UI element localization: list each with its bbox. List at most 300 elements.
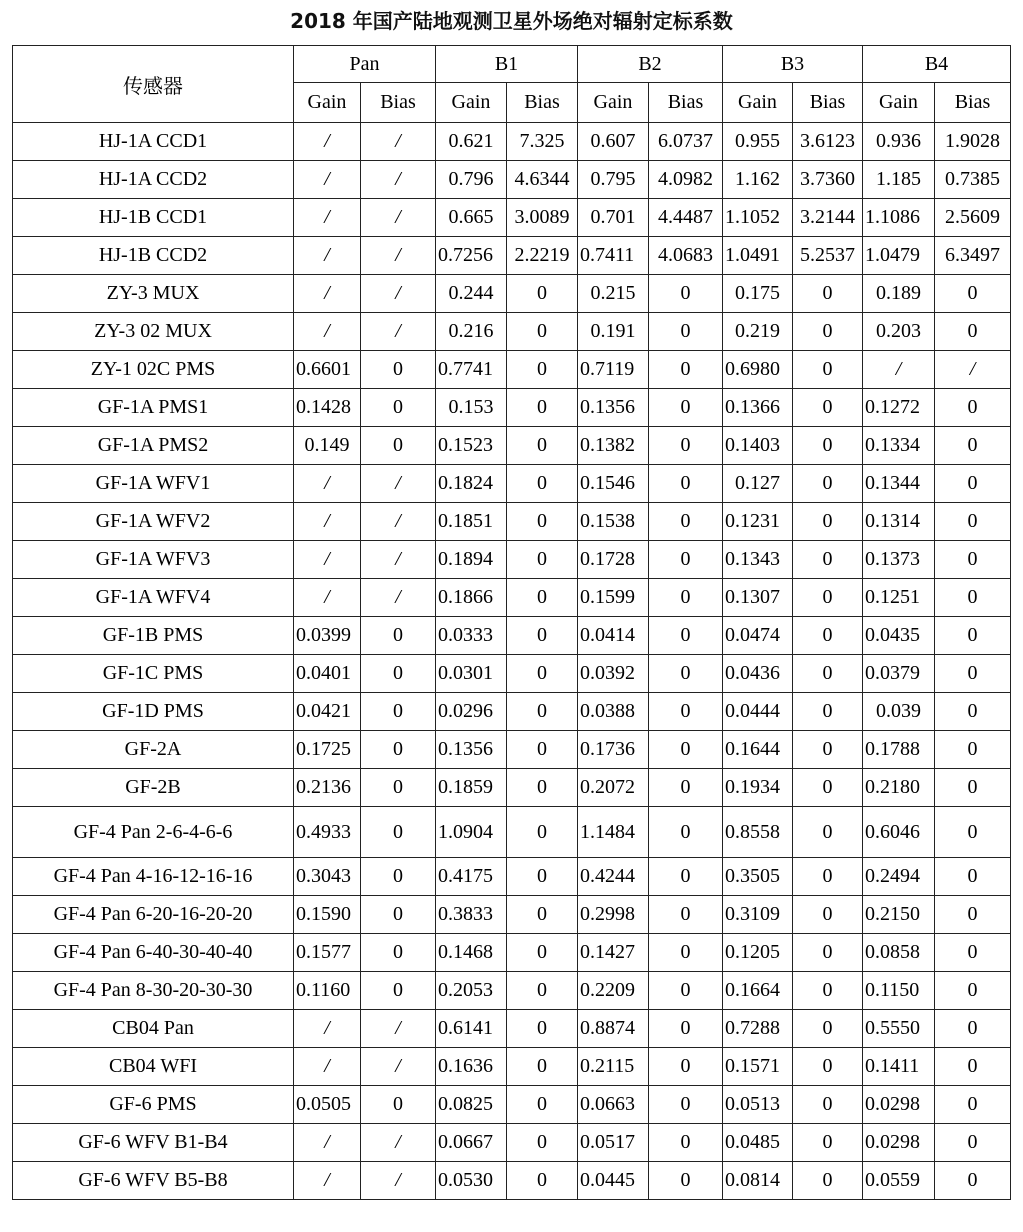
gain-cell: / xyxy=(294,237,361,275)
bias-cell: 0 xyxy=(649,1124,723,1162)
bias-cell: 0 xyxy=(935,389,1011,427)
sensor-cell: GF-1A PMS2 xyxy=(13,427,294,465)
gain-cell: 0.0485 xyxy=(723,1124,793,1162)
bias-cell: 0 xyxy=(649,731,723,769)
gain-cell: 0.1523 xyxy=(436,427,507,465)
table-row xyxy=(13,541,1011,579)
bias-cell: 0 xyxy=(361,896,436,934)
sensor-cell: GF-4 Pan 4-16-12-16-16 xyxy=(13,858,294,896)
bias-cell: 0 xyxy=(507,275,578,313)
gain-cell: 0.1160 xyxy=(294,972,361,1010)
bias-cell: 0 xyxy=(793,807,863,858)
bias-cell: 0 xyxy=(507,579,578,617)
bias-cell: 0 xyxy=(649,1048,723,1086)
bias-cell: 0 xyxy=(793,693,863,731)
bias-cell: 0 xyxy=(507,617,578,655)
bias-cell: / xyxy=(361,579,436,617)
gain-cell: 0.607 xyxy=(578,123,649,161)
bias-cell: 0 xyxy=(649,579,723,617)
gain-cell: 0.175 xyxy=(723,275,793,313)
gain-cell: 0.0517 xyxy=(578,1124,649,1162)
gain-cell: 0.149 xyxy=(294,427,361,465)
gain-cell: / xyxy=(294,1048,361,1086)
bias-cell: 0 xyxy=(935,896,1011,934)
gain-cell: / xyxy=(294,161,361,199)
bias-cell: / xyxy=(361,1010,436,1048)
table-row xyxy=(13,807,1011,858)
bias-cell: 0 xyxy=(507,769,578,807)
sensor-cell: CB04 Pan xyxy=(13,1010,294,1048)
sensor-cell: GF-1A PMS1 xyxy=(13,389,294,427)
gain-cell: 0.7288 xyxy=(723,1010,793,1048)
gain-cell: 0.1859 xyxy=(436,769,507,807)
bias-cell: 0 xyxy=(649,313,723,351)
table-row xyxy=(13,693,1011,731)
bias-cell: 0 xyxy=(507,972,578,1010)
header-gain: Gain xyxy=(578,83,649,123)
table-row xyxy=(13,313,1011,351)
header-bias: Bias xyxy=(361,83,436,123)
sensor-cell: GF-2B xyxy=(13,769,294,807)
bias-cell: 0.7385 xyxy=(935,161,1011,199)
bias-cell: 0 xyxy=(793,1086,863,1124)
gain-cell: 0.1788 xyxy=(863,731,935,769)
bias-cell: 0 xyxy=(507,934,578,972)
bias-cell: 0 xyxy=(935,1010,1011,1048)
gain-cell: 0.1824 xyxy=(436,465,507,503)
bias-cell: / xyxy=(935,351,1011,389)
header-band-b4: B4 xyxy=(863,46,1011,83)
gain-cell: 0.796 xyxy=(436,161,507,199)
gain-cell: 0.3043 xyxy=(294,858,361,896)
gain-cell: 1.1052 xyxy=(723,199,793,237)
bias-cell: 0 xyxy=(361,934,436,972)
bias-cell: 0 xyxy=(793,617,863,655)
gain-cell: 0.1590 xyxy=(294,896,361,934)
gain-cell: 0.191 xyxy=(578,313,649,351)
gain-cell: 0.1427 xyxy=(578,934,649,972)
table-row xyxy=(13,503,1011,541)
bias-cell: 0 xyxy=(793,655,863,693)
gain-cell: 0.153 xyxy=(436,389,507,427)
table-row xyxy=(13,934,1011,972)
sensor-cell: GF-2A xyxy=(13,731,294,769)
table-row xyxy=(13,655,1011,693)
gain-cell: 0.2053 xyxy=(436,972,507,1010)
sensor-cell: HJ-1B CCD1 xyxy=(13,199,294,237)
gain-cell: 1.1484 xyxy=(578,807,649,858)
bias-cell: 0 xyxy=(793,1010,863,1048)
bias-cell: 3.2144 xyxy=(793,199,863,237)
gain-cell: 0.1736 xyxy=(578,731,649,769)
gain-cell: 0.6601 xyxy=(294,351,361,389)
table-row xyxy=(13,123,1011,161)
bias-cell: 0 xyxy=(649,655,723,693)
sensor-cell: HJ-1A CCD2 xyxy=(13,161,294,199)
gain-cell: 0.1373 xyxy=(863,541,935,579)
bias-cell: / xyxy=(361,1124,436,1162)
bias-cell: 0 xyxy=(507,503,578,541)
bias-cell: 0 xyxy=(361,351,436,389)
gain-cell: 0.6046 xyxy=(863,807,935,858)
gain-cell: 0.1664 xyxy=(723,972,793,1010)
gain-cell: 0.1251 xyxy=(863,579,935,617)
bias-cell: 0 xyxy=(935,1124,1011,1162)
gain-cell: 0.0301 xyxy=(436,655,507,693)
gain-cell: 0.5550 xyxy=(863,1010,935,1048)
gain-cell: 0.8558 xyxy=(723,807,793,858)
gain-cell: 0.2115 xyxy=(578,1048,649,1086)
bias-cell: 0 xyxy=(793,427,863,465)
gain-cell: 0.244 xyxy=(436,275,507,313)
table-row xyxy=(13,1162,1011,1200)
gain-cell: 0.0298 xyxy=(863,1124,935,1162)
bias-cell: / xyxy=(361,199,436,237)
bias-cell: 0 xyxy=(361,731,436,769)
bias-cell: 0 xyxy=(649,934,723,972)
sensor-cell: HJ-1B CCD2 xyxy=(13,237,294,275)
gain-cell: 0.3109 xyxy=(723,896,793,934)
bias-cell: 0 xyxy=(935,503,1011,541)
sensor-cell: ZY-3 02 MUX xyxy=(13,313,294,351)
bias-cell: / xyxy=(361,161,436,199)
gain-cell: 0.621 xyxy=(436,123,507,161)
gain-cell: 0.7411 xyxy=(578,237,649,275)
bias-cell: 0 xyxy=(935,972,1011,1010)
header-bias: Bias xyxy=(507,83,578,123)
gain-cell: 0.2072 xyxy=(578,769,649,807)
sensor-cell: CB04 WFI xyxy=(13,1048,294,1086)
gain-cell: 0.0333 xyxy=(436,617,507,655)
header-bias: Bias xyxy=(935,83,1011,123)
bias-cell: 2.2219 xyxy=(507,237,578,275)
bias-cell: 0 xyxy=(793,858,863,896)
bias-cell: 5.2537 xyxy=(793,237,863,275)
gain-cell: 0.1428 xyxy=(294,389,361,427)
gain-cell: 0.0296 xyxy=(436,693,507,731)
gain-cell: 0.8874 xyxy=(578,1010,649,1048)
gain-cell: 0.1231 xyxy=(723,503,793,541)
gain-cell: 0.1205 xyxy=(723,934,793,972)
bias-cell: 0 xyxy=(507,1048,578,1086)
gain-cell: 0.1272 xyxy=(863,389,935,427)
bias-cell: 0 xyxy=(793,972,863,1010)
bias-cell: 0 xyxy=(935,541,1011,579)
bias-cell: 0 xyxy=(935,1162,1011,1200)
bias-cell: 0 xyxy=(507,858,578,896)
table-row xyxy=(13,389,1011,427)
table-row xyxy=(13,161,1011,199)
gain-cell: 0.1894 xyxy=(436,541,507,579)
gain-cell: 0.1411 xyxy=(863,1048,935,1086)
sensor-cell: GF-4 Pan 2-6-4-6-6 xyxy=(13,807,294,858)
bias-cell: 0 xyxy=(361,617,436,655)
bias-cell: 0 xyxy=(361,427,436,465)
gain-cell: 1.0491 xyxy=(723,237,793,275)
gain-cell: 0.936 xyxy=(863,123,935,161)
sensor-cell: ZY-1 02C PMS xyxy=(13,351,294,389)
table-row xyxy=(13,1010,1011,1048)
sensor-cell: GF-1A WFV2 xyxy=(13,503,294,541)
bias-cell: 0 xyxy=(507,896,578,934)
bias-cell: 0 xyxy=(361,389,436,427)
bias-cell: 0 xyxy=(507,389,578,427)
bias-cell: 0 xyxy=(507,655,578,693)
gain-cell: 0.0444 xyxy=(723,693,793,731)
gain-cell: / xyxy=(294,1010,361,1048)
bias-cell: 0 xyxy=(935,655,1011,693)
bias-cell: 0 xyxy=(507,465,578,503)
sensor-cell: GF-1B PMS xyxy=(13,617,294,655)
gain-cell: 0.955 xyxy=(723,123,793,161)
gain-cell: 0.0399 xyxy=(294,617,361,655)
gain-cell: / xyxy=(294,313,361,351)
gain-cell: 0.0436 xyxy=(723,655,793,693)
bias-cell: / xyxy=(361,313,436,351)
gain-cell: / xyxy=(294,199,361,237)
gain-cell: 0.0513 xyxy=(723,1086,793,1124)
header-band-b3: B3 xyxy=(723,46,863,83)
bias-cell: 0 xyxy=(649,275,723,313)
gain-cell: 0.2180 xyxy=(863,769,935,807)
bias-cell: 0 xyxy=(649,351,723,389)
sensor-cell: ZY-3 MUX xyxy=(13,275,294,313)
sensor-cell: GF-6 PMS xyxy=(13,1086,294,1124)
bias-cell: 0 xyxy=(649,541,723,579)
bias-cell: 0 xyxy=(935,313,1011,351)
table-row xyxy=(13,1086,1011,1124)
bias-cell: 0 xyxy=(507,427,578,465)
table-row xyxy=(13,351,1011,389)
bias-cell: / xyxy=(361,275,436,313)
gain-cell: 0.1866 xyxy=(436,579,507,617)
gain-cell: / xyxy=(294,275,361,313)
sensor-cell: GF-1C PMS xyxy=(13,655,294,693)
bias-cell: 0 xyxy=(793,465,863,503)
gain-cell: 0.3833 xyxy=(436,896,507,934)
sensor-cell: GF-6 WFV B5-B8 xyxy=(13,1162,294,1200)
gain-cell: 0.1356 xyxy=(436,731,507,769)
table-row xyxy=(13,769,1011,807)
gain-cell: / xyxy=(294,541,361,579)
gain-cell: 0.1334 xyxy=(863,427,935,465)
gain-cell: 0.0474 xyxy=(723,617,793,655)
table-row xyxy=(13,972,1011,1010)
gain-cell: 0.1728 xyxy=(578,541,649,579)
gain-cell: 0.1382 xyxy=(578,427,649,465)
bias-cell: 7.325 xyxy=(507,123,578,161)
bias-cell: 4.0982 xyxy=(649,161,723,199)
table-row xyxy=(13,275,1011,313)
sensor-cell: GF-1A WFV1 xyxy=(13,465,294,503)
bias-cell: 0 xyxy=(507,351,578,389)
bias-cell: 0 xyxy=(793,769,863,807)
gain-cell: 0.1571 xyxy=(723,1048,793,1086)
gain-cell: 0.189 xyxy=(863,275,935,313)
table-row xyxy=(13,617,1011,655)
bias-cell: 0 xyxy=(361,807,436,858)
gain-cell: 0.6980 xyxy=(723,351,793,389)
bias-cell: 0 xyxy=(649,693,723,731)
bias-cell: 3.0089 xyxy=(507,199,578,237)
bias-cell: 2.5609 xyxy=(935,199,1011,237)
bias-cell: 0 xyxy=(935,934,1011,972)
bias-cell: 0 xyxy=(935,465,1011,503)
gain-cell: / xyxy=(294,1124,361,1162)
bias-cell: 3.6123 xyxy=(793,123,863,161)
bias-cell: 0 xyxy=(793,389,863,427)
gain-cell: 0.0559 xyxy=(863,1162,935,1200)
bias-cell: 0 xyxy=(361,972,436,1010)
gain-cell: 0.0435 xyxy=(863,617,935,655)
bias-cell: / xyxy=(361,541,436,579)
bias-cell: 0 xyxy=(649,972,723,1010)
gain-cell: 0.0858 xyxy=(863,934,935,972)
bias-cell: 3.7360 xyxy=(793,161,863,199)
bias-cell: 0 xyxy=(793,579,863,617)
bias-cell: 1.9028 xyxy=(935,123,1011,161)
bias-cell: 0 xyxy=(649,503,723,541)
gain-cell: 0.4244 xyxy=(578,858,649,896)
bias-cell: 0 xyxy=(793,1048,863,1086)
bias-cell: 0 xyxy=(793,1162,863,1200)
header-gain: Gain xyxy=(436,83,507,123)
gain-cell: 0.1468 xyxy=(436,934,507,972)
gain-cell: 0.0530 xyxy=(436,1162,507,1200)
sensor-cell: GF-1A WFV4 xyxy=(13,579,294,617)
gain-cell: 0.2209 xyxy=(578,972,649,1010)
header-gain: Gain xyxy=(294,83,361,123)
bias-cell: / xyxy=(361,503,436,541)
sensor-cell: GF-4 Pan 8-30-20-30-30 xyxy=(13,972,294,1010)
gain-cell: 0.1403 xyxy=(723,427,793,465)
bias-cell: 0 xyxy=(649,465,723,503)
gain-cell: 0.0421 xyxy=(294,693,361,731)
sensor-cell: GF-4 Pan 6-20-16-20-20 xyxy=(13,896,294,934)
bias-cell: 0 xyxy=(649,807,723,858)
bias-cell: 0 xyxy=(793,731,863,769)
bias-cell: 0 xyxy=(507,313,578,351)
bias-cell: 0 xyxy=(793,275,863,313)
bias-cell: 0 xyxy=(507,731,578,769)
table-row xyxy=(13,858,1011,896)
bias-cell: 6.0737 xyxy=(649,123,723,161)
gain-cell: 0.1546 xyxy=(578,465,649,503)
bias-cell: 0 xyxy=(507,693,578,731)
bias-cell: 0 xyxy=(935,858,1011,896)
gain-cell: 0.2136 xyxy=(294,769,361,807)
gain-cell: 0.7119 xyxy=(578,351,649,389)
bias-cell: 0 xyxy=(649,389,723,427)
gain-cell: 0.1344 xyxy=(863,465,935,503)
bias-cell: 0 xyxy=(507,1124,578,1162)
gain-cell: 0.4175 xyxy=(436,858,507,896)
gain-cell: 0.2494 xyxy=(863,858,935,896)
gain-cell: / xyxy=(863,351,935,389)
gain-cell: 0.6141 xyxy=(436,1010,507,1048)
bias-cell: 0 xyxy=(935,731,1011,769)
gain-cell: 0.0667 xyxy=(436,1124,507,1162)
gain-cell: 0.701 xyxy=(578,199,649,237)
table-row xyxy=(13,465,1011,503)
bias-cell: 4.4487 xyxy=(649,199,723,237)
gain-cell: 0.1636 xyxy=(436,1048,507,1086)
gain-cell: 1.1086 xyxy=(863,199,935,237)
gain-cell: 0.1356 xyxy=(578,389,649,427)
gain-cell: 0.0414 xyxy=(578,617,649,655)
bias-cell: 0 xyxy=(935,1086,1011,1124)
gain-cell: 0.665 xyxy=(436,199,507,237)
gain-cell: 0.4933 xyxy=(294,807,361,858)
gain-cell: 0.1577 xyxy=(294,934,361,972)
bias-cell: 0 xyxy=(649,1086,723,1124)
bias-cell: 0 xyxy=(649,427,723,465)
bias-cell: 0 xyxy=(935,427,1011,465)
gain-cell: 0.1725 xyxy=(294,731,361,769)
bias-cell: 0 xyxy=(507,807,578,858)
header-bias: Bias xyxy=(793,83,863,123)
bias-cell: 0 xyxy=(935,275,1011,313)
bias-cell: / xyxy=(361,1162,436,1200)
gain-cell: 0.0445 xyxy=(578,1162,649,1200)
table-row xyxy=(13,1048,1011,1086)
document-title: 2018 年国产陆地观测卫星外场绝对辐射定标系数 xyxy=(290,9,733,33)
gain-cell: 0.7256 xyxy=(436,237,507,275)
bias-cell: 0 xyxy=(793,503,863,541)
bias-cell: 0 xyxy=(507,541,578,579)
gain-cell: 0.1644 xyxy=(723,731,793,769)
bias-cell: 0 xyxy=(361,858,436,896)
gain-cell: 0.1150 xyxy=(863,972,935,1010)
gain-cell: 1.185 xyxy=(863,161,935,199)
header-band-b2: B2 xyxy=(578,46,723,83)
sensor-cell: HJ-1A CCD1 xyxy=(13,123,294,161)
table-row xyxy=(13,199,1011,237)
gain-cell: 0.0814 xyxy=(723,1162,793,1200)
bias-cell: / xyxy=(361,123,436,161)
gain-cell: 0.0392 xyxy=(578,655,649,693)
bias-cell: 0 xyxy=(507,1010,578,1048)
bias-cell: 0 xyxy=(793,896,863,934)
gain-cell: 0.1538 xyxy=(578,503,649,541)
gain-cell: 0.3505 xyxy=(723,858,793,896)
bias-cell: 0 xyxy=(793,351,863,389)
gain-cell: / xyxy=(294,1162,361,1200)
bias-cell: 0 xyxy=(649,769,723,807)
bias-cell: 0 xyxy=(935,693,1011,731)
gain-cell: 0.215 xyxy=(578,275,649,313)
gain-cell: 0.0379 xyxy=(863,655,935,693)
header-gain: Gain xyxy=(723,83,793,123)
header-row-bands xyxy=(13,46,1011,83)
gain-cell: 0.127 xyxy=(723,465,793,503)
gain-cell: 0.795 xyxy=(578,161,649,199)
bias-cell: 0 xyxy=(935,807,1011,858)
bias-cell: 0 xyxy=(361,655,436,693)
gain-cell: 0.1314 xyxy=(863,503,935,541)
bias-cell: 0 xyxy=(649,896,723,934)
bias-cell: / xyxy=(361,465,436,503)
sensor-cell: GF-6 WFV B1-B4 xyxy=(13,1124,294,1162)
bias-cell: 0 xyxy=(935,617,1011,655)
bias-cell: 0 xyxy=(793,934,863,972)
gain-cell: 0.219 xyxy=(723,313,793,351)
gain-cell: 1.162 xyxy=(723,161,793,199)
gain-cell: / xyxy=(294,579,361,617)
bias-cell: 0 xyxy=(649,617,723,655)
gain-cell: 0.0388 xyxy=(578,693,649,731)
bias-cell: 6.3497 xyxy=(935,237,1011,275)
